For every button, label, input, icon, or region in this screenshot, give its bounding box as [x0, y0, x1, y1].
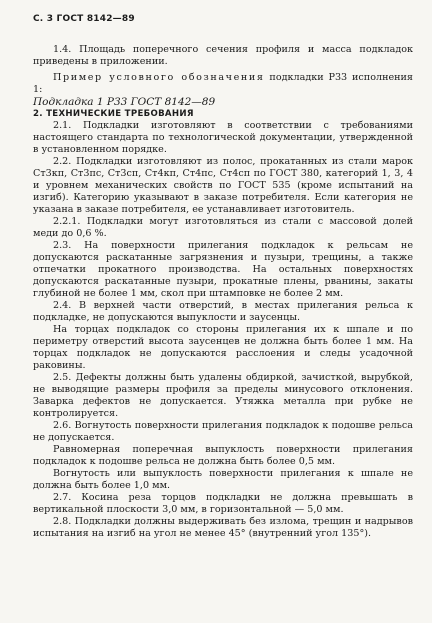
paragraph-2-7: 2.7. Косина реза торцов подкладки не должна превышать в вертикальной плоскости 3,0 мм, в горизонтальной — 5,0 мм. [33, 492, 413, 515]
paragraph-1-4: 1.4. Площадь поперечного сечения профиля и масса подкладок приведены в приложении. [33, 44, 413, 67]
example-lead: Пример условного обозначения [53, 72, 265, 83]
paragraph-2-3: 2.3. На поверхности прилегания подкладок к рельсам не допускаются раскатанные загрязнения и пузыри, трещины, а также отпечатки прокатного производства. На остальных поверхностях допускаются раскатанные пузыри, прокатные плены, рванины, закаты глубиной не более 1 мм, скол при штамповке не более 2 мм. [33, 240, 413, 299]
example-intro [33, 72, 413, 96]
paragraph-2-5: 2.5. Дефекты должны быть удалены обдиркой, зачисткой, вырубкой, не выводящие размеры профиля за пределы минусового отклонения. Заварка дефектов не допускается. Утяжка металла при рубке не контролируется. [33, 372, 413, 419]
page-header: С. 3 ГОСТ 8142—89 [33, 14, 135, 24]
paragraph-2-1: 2.1. Подкладки изготовляют в соответствии с требованиями настоящего стандарта по технологической документации, утвержденной в установленном порядке. [33, 120, 413, 155]
example-rest: подкладки Р33 исполнения 1: [33, 72, 413, 95]
designation-example: Подкладка 1 Р33 ГОСТ 8142—89 [33, 96, 216, 108]
paragraph-2-4-burrs: На торцах подкладок со стороны прилегания их к шпале и по периметру отверстий высота заусенцев не должна быть более 1 мм. На торцах подкладок не допускаются расслоения и следы усадочной раковины. [33, 324, 413, 371]
paragraph-2-2: 2.2. Подкладки изготовляют из полос, прокатанных из стали марок Ст3кп, Ст3пс, Ст3сп, Ст4кп, Ст4пс, Ст4сп по ГОСТ 380, категорий 1, 3, 4 и уровнем механических свойств по ГОСТ 535 (кроме испытаний на изгиб). Категорию указывают в заказе потребителя. Если категория не указана в заказе потребителя, ее устанавливает изготовитель. [33, 156, 413, 215]
document-body [33, 44, 413, 540]
section-title: 2. ТЕХНИЧЕСКИЕ ТРЕБОВАНИЯ [33, 109, 194, 119]
paragraph-2-4: 2.4. В верхней части отверстий, в местах прилегания рельса к подкладке, не допускаются выпуклости и заусенцы. [33, 300, 413, 323]
paragraph-2-6-sleeper: Вогнутость или выпуклость поверхности прилегания к шпале не должна быть более 1,0 мм. [33, 468, 413, 491]
paragraph-2-6-convexity: Равномерная поперечная выпуклость поверхности прилегания подкладок к подошве рельса не должна быть более 0,5 мм. [33, 444, 413, 467]
paragraph-2-6: 2.6. Вогнутость поверхности прилегания подкладок к подошве рельса не допускается. [33, 420, 413, 443]
paragraph-2-2-1: 2.2.1. Подкладки могут изготовляться из стали с массовой долей меди до 0,6 %. [33, 216, 413, 239]
paragraph-2-8: 2.8. Подкладки должны выдерживать без излома, трещин и надрывов испытания на изгиб на угол не менее 45° (внутренний угол 135°). [33, 516, 413, 539]
